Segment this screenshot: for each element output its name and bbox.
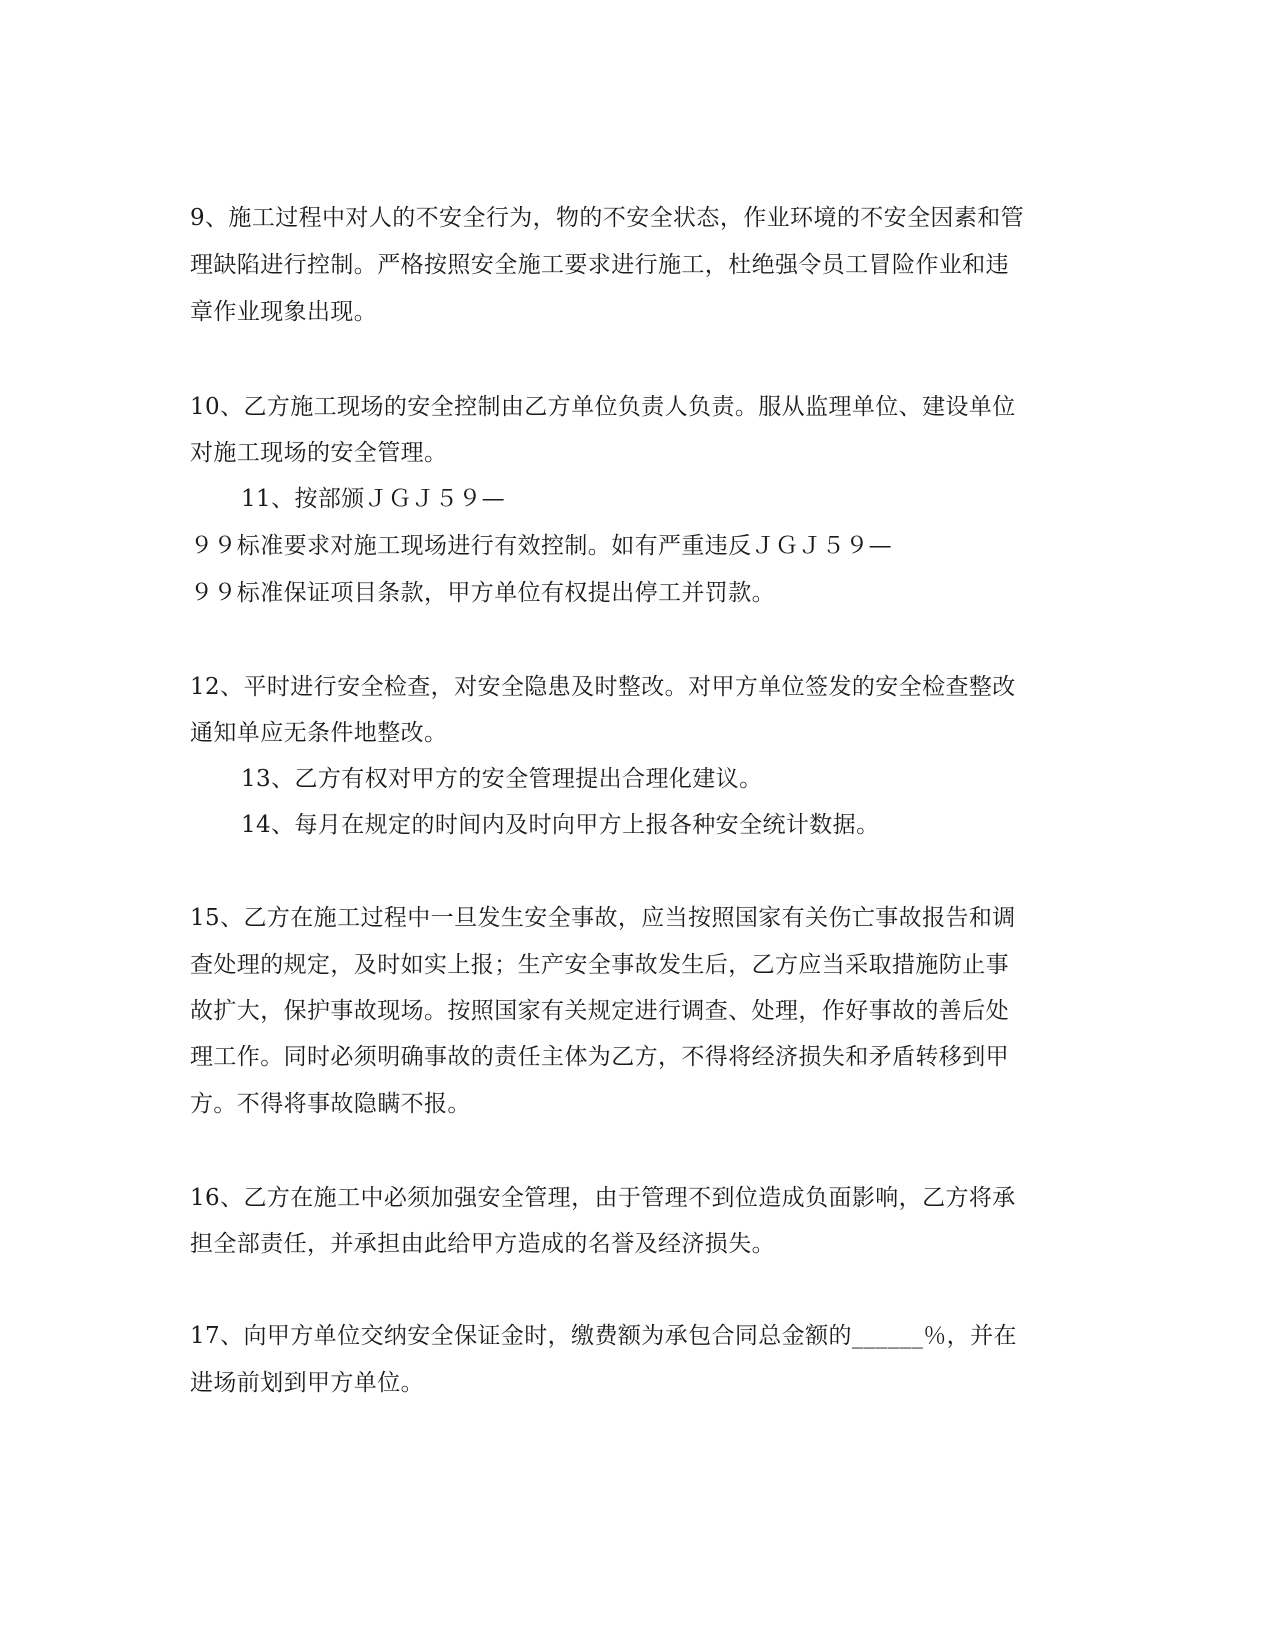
clause-13-line: 13、乙方有权对甲方的安全管理提出合理化建议。 xyxy=(241,766,763,792)
clause-11-line-2: ９９标准要求对施工现场进行有效控制。如有严重违反ＪＧＪ５９— xyxy=(190,533,892,559)
clause-9-line-2: 理缺陷进行控制。严格按照安全施工要求进行施工，杜绝强令员工冒险作业和违 xyxy=(190,252,1009,278)
clause-10-line-2: 对施工现场的安全管理。 xyxy=(190,440,448,466)
clause-15-line-2: 查处理的规定，及时如实上报；生产安全事故发生后，乙方应当采取措施防止事 xyxy=(190,952,1009,978)
clause-15-line-3: 故扩大，保护事故现场。按照国家有关规定进行调查、处理，作好事故的善后处 xyxy=(190,998,1009,1024)
clause-15-line-4: 理工作。同时必须明确事故的责任主体为乙方，不得将经济损失和矛盾转移到甲 xyxy=(190,1044,1009,1070)
clause-14-line: 14、每月在规定的时间内及时向甲方上报各种安全统计数据。 xyxy=(241,812,880,838)
clause-9-line-1: 9、施工过程中对人的不安全行为，物的不安全状态，作业环境的不安全因素和管 xyxy=(190,205,1025,231)
clause-11-line-1: 11、按部颁ＪＧＪ５９— xyxy=(241,486,506,512)
clause-12-line-2: 通知单应无条件地整改。 xyxy=(190,720,448,746)
clause-16-line-1: 16、乙方在施工中必须加强安全管理，由于管理不到位造成负面影响，乙方将承 xyxy=(190,1185,1016,1211)
clause-15-line-5: 方。不得将事故隐瞒不报。 xyxy=(190,1091,471,1117)
clause-9-line-3: 章作业现象出现。 xyxy=(190,299,378,325)
clause-12-line-1: 12、平时进行安全检查，对安全隐患及时整改。对甲方单位签发的安全检查整改 xyxy=(190,674,1016,700)
clause-17-line-2: 进场前划到甲方单位。 xyxy=(190,1370,424,1396)
clause-16-line-2: 担全部责任，并承担由此给甲方造成的名誉及经济损失。 xyxy=(190,1231,775,1257)
clause-10-line-1: 10、乙方施工现场的安全控制由乙方单位负责人负责。服从监理单位、建设单位 xyxy=(190,394,1016,420)
clause-11-line-3: ９９标准保证项目条款，甲方单位有权提出停工并罚款。 xyxy=(190,580,775,606)
clause-17-line-1: 17、向甲方单位交纳安全保证金时，缴费额为承包合同总金额的______％，并在 xyxy=(190,1323,1017,1349)
clause-15-line-1: 15、乙方在施工过程中一旦发生安全事故，应当按照国家有关伤亡事故报告和调 xyxy=(190,905,1016,931)
